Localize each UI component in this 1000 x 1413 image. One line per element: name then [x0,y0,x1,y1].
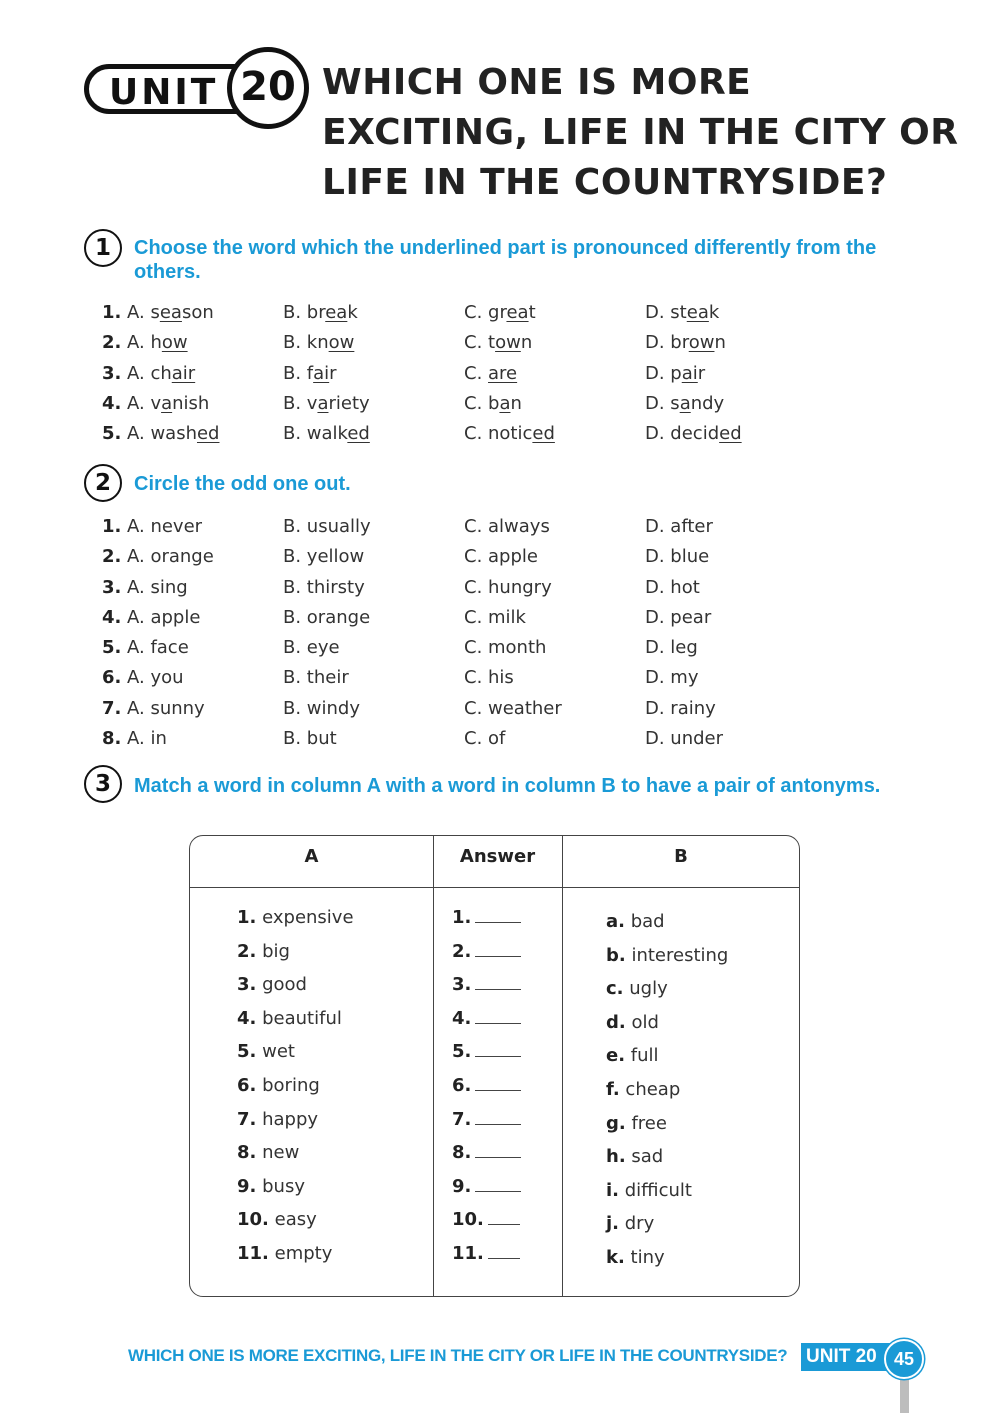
section-1-instruction: Choose the word which the underlined part is pronounced differently from the others. [134,237,877,283]
item-word: interesting [631,944,729,966]
option-text: B. f [283,362,314,384]
answer-slot [452,970,521,1004]
question-row [102,512,902,542]
answer-option-b[interactable]: B. but [283,728,337,750]
item-number: 5. [237,1041,257,1063]
item-word: ugly [629,978,668,1000]
answer-option-c[interactable]: C. apple [464,546,538,568]
column-b-item [606,1075,728,1109]
item-letter: h. [606,1146,626,1168]
underlined-part: a [161,392,173,414]
column-b-list [606,907,728,1277]
answer-option-c[interactable]: C. his [464,667,514,689]
item-letter: c. [606,978,624,1000]
answer-option-c [464,328,532,358]
answer-slot [452,1105,521,1139]
answer-option-d [645,298,719,328]
option-text: D. s [645,392,680,414]
question-number: 4. [102,606,122,628]
underlined-part: a [317,392,329,414]
item-word: empty [274,1242,333,1264]
option-text: ndy [690,392,725,414]
option-text: B. v [283,392,318,414]
section-1-questions [102,298,902,449]
answer-column-list [452,903,521,1273]
column-a-item [237,970,354,1004]
column-b-item [606,1041,728,1075]
answer-option-c[interactable]: C. always [464,516,550,537]
question-number: 3. [102,362,122,384]
item-word: good [262,974,307,996]
underlined-part: a [499,392,511,414]
item-number: 3. [237,974,257,996]
item-word: big [262,940,290,962]
answer-option-c[interactable]: C. weather [464,697,562,719]
answer-option-d[interactable]: D. leg [645,637,698,659]
column-a-item [237,1172,354,1206]
answer-slot [452,903,521,937]
answer-option-a [127,328,188,358]
item-number: 6. [237,1074,257,1096]
answer-number: 6. [452,1074,472,1096]
question-row [102,724,902,754]
option-text: A. v [127,392,162,414]
item-letter: g. [606,1112,626,1134]
item-word: busy [262,1175,305,1197]
question-row [102,389,902,419]
underlined-part: ed [347,423,370,445]
underlined-part: ai [681,362,698,384]
item-word: boring [262,1074,320,1096]
answer-option-b [283,298,358,328]
answer-blank-field[interactable] [475,1072,521,1091]
answer-option-b [283,419,370,449]
item-word: wet [262,1041,295,1063]
option-text: A. h [127,332,162,354]
answer-option-c[interactable]: C. month [464,637,547,659]
answer-option-c [464,389,522,419]
option-text: D. p [645,362,682,384]
answer-slot [452,1037,521,1071]
question-row [102,298,902,328]
answer-option-a[interactable]: A. orange [127,546,214,568]
question-number: 4. [102,392,122,414]
item-word: new [262,1142,300,1164]
question-row [102,663,902,693]
item-word: tiny [630,1246,665,1268]
option-text: k [347,302,358,323]
answer-blank-field[interactable] [475,1139,521,1158]
option-text: B. br [283,302,326,323]
answer-number: 11. [452,1242,484,1264]
question-number: 2. [102,546,122,568]
answer-slot [452,1004,521,1038]
answer-option-a[interactable]: A. face [127,637,189,659]
underlined-part: are [488,362,518,384]
item-number: 4. [237,1007,257,1029]
item-word: expensive [262,907,354,928]
unit-label: UNIT [109,72,219,113]
answer-blank-field[interactable] [475,904,521,923]
question-number: 1. [102,516,122,537]
option-text: C. [464,362,489,384]
item-number: 10. [237,1209,269,1231]
answer-option-b[interactable]: B. usually [283,516,371,537]
answer-option-c[interactable]: C. hungry [464,576,552,598]
answer-number: 8. [452,1142,472,1164]
item-number: 8. [237,1142,257,1164]
answer-option-d [645,359,705,389]
answer-blank-field[interactable] [475,938,521,957]
answer-option-a[interactable]: A. you [127,667,184,689]
section-2-questions [102,512,902,754]
underlined-part: ai [313,362,330,384]
item-word: bad [630,911,665,932]
answer-option-b[interactable]: B. orange [283,606,371,628]
header-divider [190,887,799,888]
option-text: B. kn [283,332,329,354]
answer-option-b[interactable]: B. their [283,667,349,689]
question-row [102,573,902,603]
answer-slot [452,1239,521,1273]
answer-option-b [283,389,370,419]
option-text: D. st [645,302,687,323]
answer-option-a[interactable]: A. sing [127,576,188,598]
answer-option-d [645,389,724,419]
item-word: free [631,1112,667,1134]
section-1-number: 1 [84,229,122,267]
question-number: 5. [102,423,122,445]
column-divider [562,836,563,1296]
question-row [102,359,902,389]
option-text: A. ch [127,362,172,384]
answer-option-a [127,359,195,389]
answer-number: 5. [452,1041,472,1063]
option-text: C. t [464,332,496,354]
underlined-part: a [679,392,691,414]
item-word: full [630,1045,659,1067]
item-word: easy [274,1209,317,1231]
option-text: D. br [645,332,689,354]
answer-slot [452,1205,521,1239]
answer-option-d[interactable]: D. blue [645,546,710,568]
question-row [102,419,902,449]
underlined-part: ow [688,332,715,354]
question-number: 7. [102,697,122,719]
option-text: D. decid [645,423,720,445]
underlined-part: ea [686,302,709,323]
answer-option-b[interactable]: B. yellow [283,546,365,568]
answer-option-d[interactable]: D. after [645,516,713,537]
item-word: old [631,1011,659,1033]
question-row [102,328,902,358]
answer-blank-field[interactable] [488,1240,520,1259]
column-b-item [606,1008,728,1042]
column-b-item [606,907,728,941]
answer-slot [452,1172,521,1206]
underlined-part: ed [196,423,220,445]
option-text: n [510,392,522,414]
column-b-item [606,941,728,975]
option-text: A. s [127,302,160,323]
item-letter: a. [606,911,625,932]
answer-slot [452,1071,521,1105]
answer-number: 3. [452,974,472,996]
answer-option-a[interactable]: A. in [127,728,167,750]
column-a-item [237,1004,354,1038]
answer-option-c [464,298,536,328]
option-text: t [528,302,536,323]
question-row [102,542,902,572]
item-letter: j. [606,1213,620,1235]
underlined-part: ea [159,302,182,323]
answer-option-d[interactable]: D. hot [645,576,700,598]
question-number: 8. [102,728,122,750]
answer-option-c[interactable]: C. of [464,728,506,750]
item-letter: e. [606,1045,626,1067]
answer-option-d[interactable]: D. pear [645,606,712,628]
item-word: dry [624,1213,655,1235]
underlined-part: ed [719,423,742,445]
question-number: 6. [102,667,122,689]
unit-number: 20 [227,47,309,129]
answer-option-d[interactable]: D. under [645,728,724,750]
answer-option-d[interactable]: D. my [645,667,699,689]
answer-option-a[interactable]: A. never [127,516,203,537]
answer-option-c [464,359,517,389]
option-text: riety [328,392,370,414]
question-number: 3. [102,576,122,598]
option-text: n [714,332,726,354]
column-b-header: B [674,846,688,867]
option-text: son [181,302,214,323]
answer-option-d[interactable]: D. rainy [645,697,716,719]
option-text: k [708,302,720,323]
item-word: cheap [625,1078,681,1100]
answer-slot [452,1138,521,1172]
item-number: 1. [237,907,257,928]
underlined-part: ea [506,302,529,323]
underlined-part: ow [495,332,521,354]
column-b-item [606,1243,728,1277]
page-number: 45 [884,1339,924,1379]
question-number: 1. [102,302,122,323]
answer-option-c[interactable]: C. milk [464,606,526,628]
antonym-match-table [189,835,800,1297]
item-word: difficult [624,1179,692,1201]
answer-option-d [645,328,726,358]
option-text: A. wash [127,423,197,445]
column-b-item [606,1109,728,1143]
answer-number: 4. [452,1007,472,1029]
answer-blank-field[interactable] [475,1005,521,1024]
answer-number: 9. [452,1175,472,1197]
column-divider [433,836,434,1296]
section-2-instruction: Circle the odd one out. [134,473,351,495]
answer-number: 10. [452,1209,484,1231]
column-a-item [237,1037,354,1071]
column-a-item [237,903,354,937]
answer-option-b[interactable]: B. windy [283,697,361,719]
column-a-item [237,1239,354,1273]
item-number: 11. [237,1242,269,1264]
section-2-number: 2 [84,464,122,502]
item-letter: i. [606,1179,620,1201]
item-word: beautiful [262,1007,342,1029]
option-text: r [329,362,337,384]
answer-option-d [645,419,742,449]
option-text: C. notic [464,423,533,445]
column-a-item [237,937,354,971]
column-a-header: A [304,846,319,867]
item-letter: d. [606,1011,626,1033]
answer-blank-field[interactable] [475,1106,521,1125]
item-word: happy [262,1108,319,1130]
item-number: 2. [237,940,257,962]
item-letter: b. [606,944,626,966]
answer-blank-field[interactable] [475,1173,521,1192]
item-letter: k. [606,1246,625,1268]
answer-blank-field[interactable] [488,1206,520,1225]
column-b-item [606,1142,728,1176]
question-number: 5. [102,637,122,659]
answer-number: 1. [452,907,472,928]
column-b-item [606,974,728,1008]
answer-blank-field[interactable] [475,971,521,990]
item-word: sad [631,1146,664,1168]
option-text: r [697,362,706,384]
answer-blank-field[interactable] [475,1038,521,1057]
answer-number: 7. [452,1108,472,1130]
column-a-item [237,1205,354,1239]
question-row [102,603,902,633]
column-a-item [237,1071,354,1105]
answer-number: 2. [452,940,472,962]
answer-option-a [127,389,209,419]
column-a-list [237,903,354,1273]
answer-option-b[interactable]: B. thirsty [283,576,365,598]
question-row [102,694,902,724]
answer-option-b [283,359,337,389]
column-b-item [606,1209,728,1243]
answer-option-b [283,328,354,358]
column-a-item [237,1105,354,1139]
answer-column-header: Answer [459,846,536,867]
answer-option-b[interactable]: B. eye [283,637,340,659]
answer-slot [452,937,521,971]
answer-option-a [127,298,214,328]
section-3-instruction: Match a word in column A with a word in column B to have a pair of antonyms. [134,775,881,797]
option-text: C. b [464,392,500,414]
column-b-item [606,1176,728,1210]
section-3-number: 3 [84,765,122,803]
column-a-item [237,1138,354,1172]
item-number: 7. [237,1108,257,1130]
answer-option-a[interactable]: A. sunny [127,697,205,719]
question-row [102,633,902,663]
answer-option-a[interactable]: A. apple [127,606,201,628]
option-text: nish [172,392,210,414]
underlined-part: air [171,362,196,384]
page-title: WHICH ONE IS MORE EXCITING, LIFE IN THE CITY OR LIFE IN THE COUNTRYSIDE? [322,62,959,203]
question-number: 2. [102,332,122,354]
option-text: C. gr [464,302,507,323]
item-number: 9. [237,1175,257,1197]
footer-title: WHICH ONE IS MORE EXCITING, LIFE IN THE CITY OR LIFE IN THE COUNTRYSIDE? [128,1346,788,1365]
underlined-part: ow [328,332,355,354]
underlined-part: ow [161,332,188,354]
footer-unit-label: UNIT 20 [801,1343,893,1371]
option-text: B. walk [283,423,348,445]
answer-option-a [127,419,219,449]
underlined-part: ed [532,423,555,445]
answer-option-c [464,419,555,449]
item-letter: f. [606,1078,620,1100]
option-text: n [520,332,533,354]
underlined-part: ea [325,302,348,323]
